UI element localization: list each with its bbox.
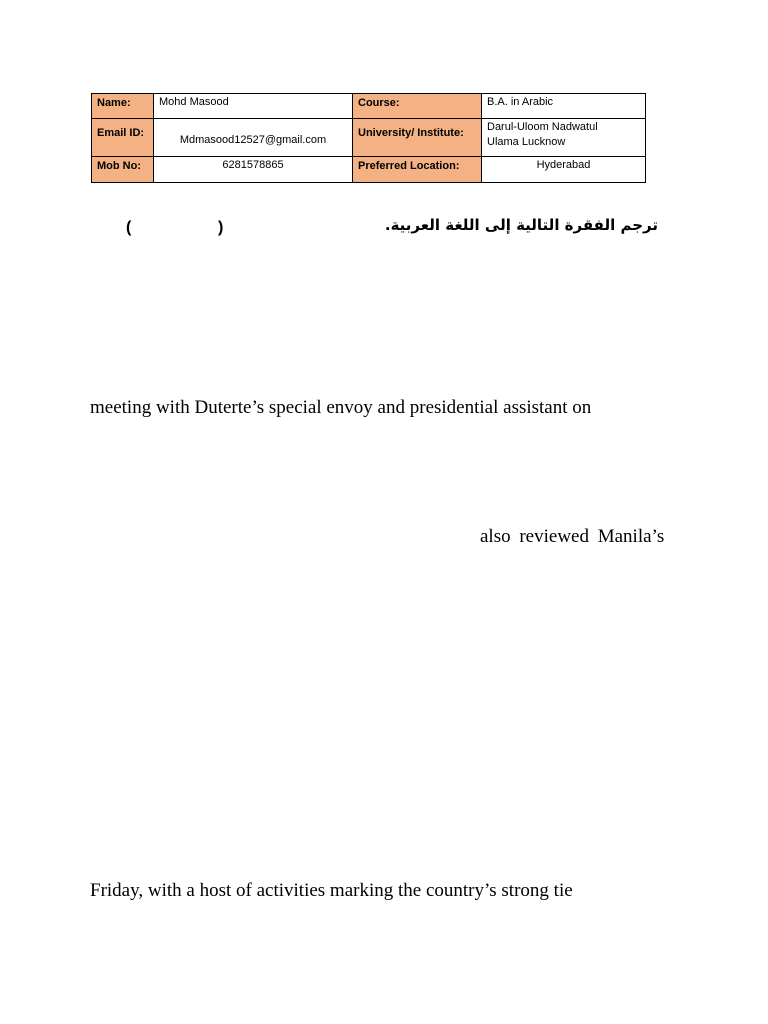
open-paren: ( (126, 219, 132, 236)
body-text-line: meeting with Duterte’s special envoy and presidential assistant on (90, 397, 592, 418)
email-value: Mdmasood12527@gmail.com (154, 119, 353, 157)
arabic-instruction: ترجم الفقرة التالية إلى اللغة العربية. (384, 216, 658, 234)
candidate-info-table (91, 93, 646, 183)
table-row (92, 119, 646, 157)
course-value: B.A. in Arabic (482, 94, 646, 119)
email-label: Email ID: (92, 119, 154, 157)
name-label: Name: (92, 94, 154, 119)
location-value: Hyderabad (482, 157, 646, 183)
university-label: University/ Institute: (353, 119, 482, 157)
table-row (92, 94, 646, 119)
location-label: Preferred Location: (353, 157, 482, 183)
table-row (92, 157, 646, 183)
course-label: Course: (353, 94, 482, 119)
name-value: Mohd Masood (154, 94, 353, 119)
university-value (482, 119, 646, 157)
university-line-2: Ulama Lucknow (487, 136, 566, 148)
body-text-line: Friday, with a host of activities marking the country’s strong tie (90, 880, 573, 901)
university-line-1: Darul-Uloom Nadwatul (487, 121, 598, 133)
mob-value: 6281578865 (154, 157, 353, 183)
mob-label: Mob No: (92, 157, 154, 183)
body-text-line: also reviewed Manila’s (480, 526, 665, 547)
close-paren: ) (218, 219, 224, 236)
